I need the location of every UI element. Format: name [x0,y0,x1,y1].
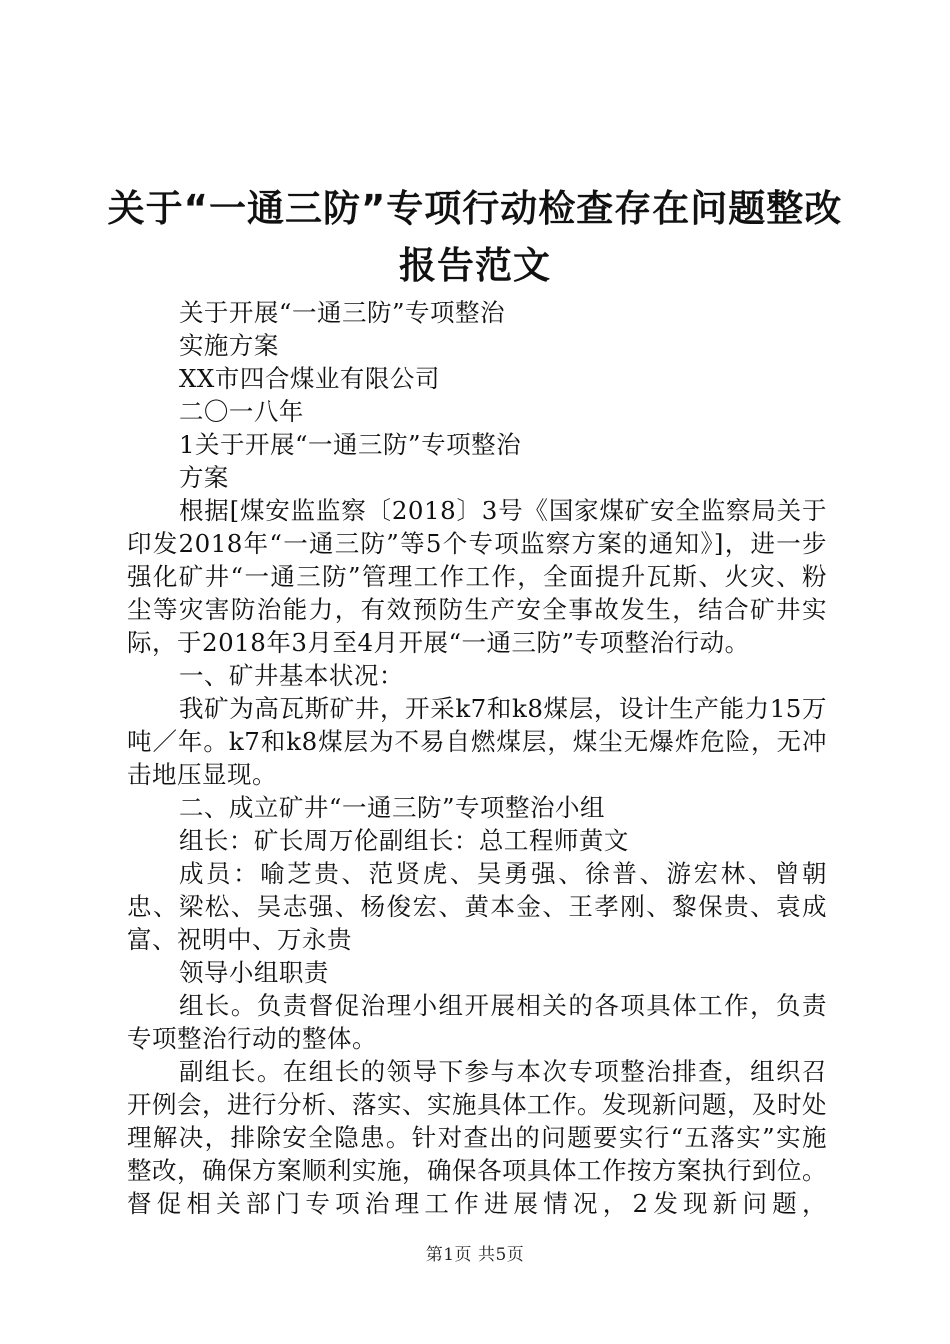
paragraph-section-title: 1关于开展“一通三防”专项整治 [178,430,522,459]
paragraph-heading-duties: 领导小组职责 [178,958,329,987]
paragraph-company-name: XX市四合煤业有限公司 [178,364,440,393]
paragraph-section-subtitle: 方案 [178,463,229,492]
paragraph-leader-duty: 组长。负责督促治理小组开展相关的各项具体工作，负责专项整治行动的整体。 [127,991,827,1053]
paragraph-heading-mine-status: 一、矿井基本状况： [178,661,404,690]
paragraph-mine-status: 我矿为高瓦斯矿井，开采k7和k8煤层，设计生产能力15万吨／年。k7和k8煤层为不易自燃煤层，煤尘无爆炸危险，无冲击地压显现。 [127,694,827,789]
page-number-footer: 第1页 共5页 [425,1245,525,1265]
paragraph-year: 二〇一八年 [178,397,304,426]
paragraph-heading-plan: 关于开展“一通三防”专项整治 [178,298,505,327]
document-title-line-1: 关于“一通三防”专项行动检查存在问题整改 [107,187,843,230]
paragraph-basis: 根据[煤安监监察〔2018〕3号《国家煤矿安全监察局关于印发2018年“一通三防”等5个专项监察方案的通知》]，进一步强化矿井“一通三防”管理工作工作，全面提升瓦斯、火灾、粉尘等灾害防治能力，有效预防生产安全事故发生，结合矿井实际，于2018年3月至4月开展“一通三防”专项整治行动。 [127,496,827,657]
document-title-line-2: 报告范文 [399,244,551,287]
paragraph-group-leaders: 组长：矿长周万伦副组长：总工程师黄文 [178,826,629,855]
paragraph-deputy-duty: 副组长。在组长的领导下参与本次专项整治排查，组织召开例会，进行分析、落实、实施具体工作。发现新问题，及时处理解决，排除安全隐患。针对查出的问题要实行“五落实”实施整改，确保方案顺利实施，确保各项具体工作按方案执行到位。督促相关部门专项治理工作进展情况，2发现新问题， [127,1057,827,1218]
paragraph-group-members: 成员：喻芝贵、范贤虎、吴勇强、徐普、游宏林、曾朝忠、梁松、吴志强、杨俊宏、黄本金、王孝刚、黎保贵、袁成富、祝明中、万永贵 [127,859,827,954]
paragraph-plan-subtitle: 实施方案 [178,331,279,360]
paragraph-heading-group: 二、成立矿井“一通三防”专项整治小组 [178,793,605,822]
document-body [127,296,827,1220]
